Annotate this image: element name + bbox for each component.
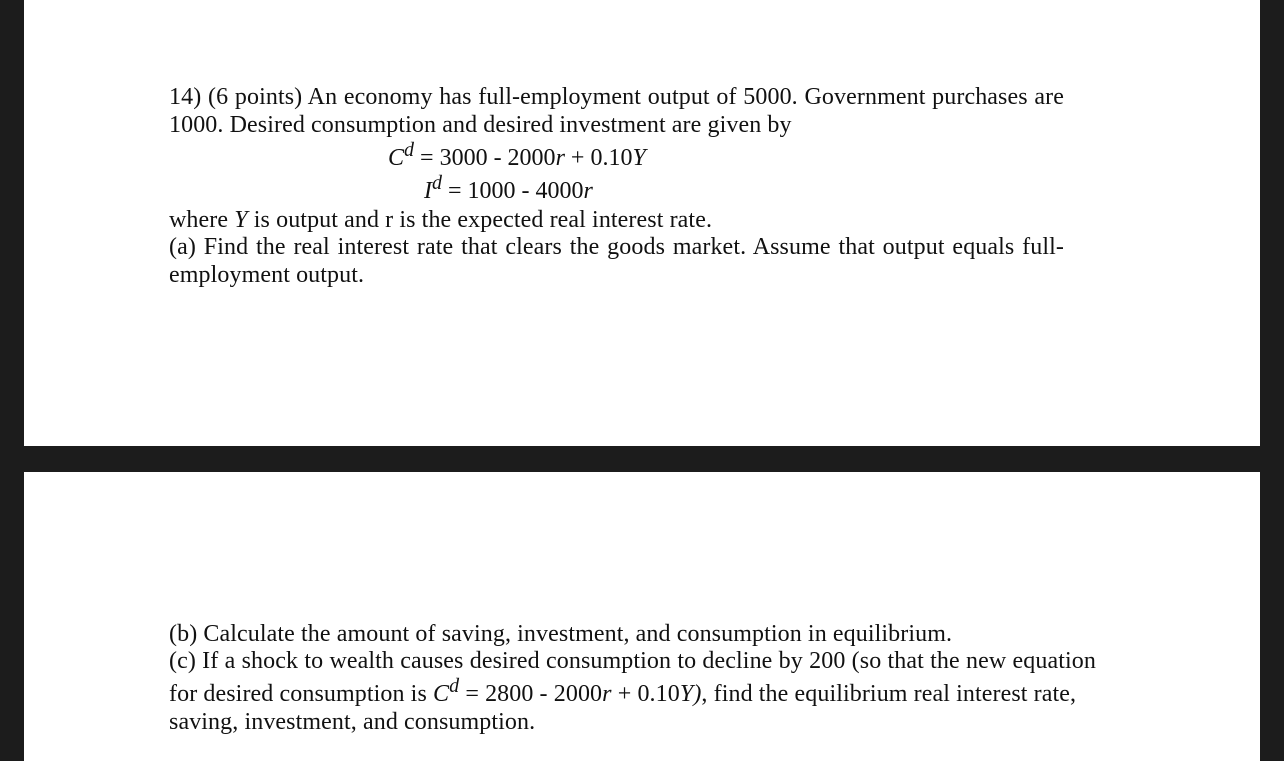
consumption-equals: = [414, 145, 440, 171]
question-c-line-1: (c) If a shock to wealth causes desired consumption to decline by 200 (so that the new equation [169, 648, 1096, 674]
question-c-line-3: saving, investment, and consumption. [169, 709, 536, 735]
new-consumption-equals: = [459, 681, 486, 707]
consumption-var-r: r [555, 145, 565, 171]
investment-equation [424, 172, 593, 205]
where-prefix: where [169, 207, 235, 233]
question-c-line-2 [169, 675, 1077, 708]
consumption-equation [388, 139, 646, 172]
new-consumption-term-1: 2800 - 2000 [485, 681, 603, 707]
investment-symbol: I [424, 178, 432, 204]
where-var-y: Y [234, 207, 248, 233]
problem-intro-line-1: 14) (6 points) An economy has full-employment output of 5000. Government purchases are [169, 84, 1064, 110]
new-consumption-symbol: C [433, 681, 450, 707]
question-c-prefix: for desired consumption is [169, 681, 433, 707]
consumption-symbol: C [388, 145, 405, 171]
investment-superscript: d [432, 172, 442, 194]
new-consumption-var-y: Y [679, 681, 694, 707]
investment-term-1: 1000 - 4000 [467, 178, 584, 204]
new-consumption-close-paren: ) [693, 681, 702, 707]
consumption-term-1: 3000 - 2000 [439, 145, 556, 171]
new-consumption-var-r: r [602, 681, 612, 707]
variable-definition-line [169, 206, 712, 234]
question-a-line-1: (a) Find the real interest rate that clears the goods market. Assume that output equals full- [169, 234, 1064, 260]
question-b: (b) Calculate the amount of saving, investment, and consumption in equilibrium. [169, 621, 953, 647]
question-c-suffix: , find the equilibrium real interest rate, [701, 681, 1077, 707]
investment-equals: = [442, 178, 468, 204]
document-page-top [24, 0, 1260, 446]
consumption-superscript: d [404, 139, 415, 161]
question-a-line-2: employment output. [169, 262, 365, 288]
investment-var-r: r [583, 178, 593, 204]
problem-intro-line-2: 1000. Desired consumption and desired investment are given by [169, 112, 792, 138]
new-consumption-superscript: d [449, 675, 460, 697]
consumption-term-2: + 0.10 [564, 145, 633, 171]
document-page-bottom [24, 472, 1260, 761]
where-rest: is output and r is the expected real interest rate. [247, 207, 713, 233]
new-consumption-term-2: + 0.10 [611, 681, 680, 707]
consumption-var-y: Y [632, 145, 646, 171]
